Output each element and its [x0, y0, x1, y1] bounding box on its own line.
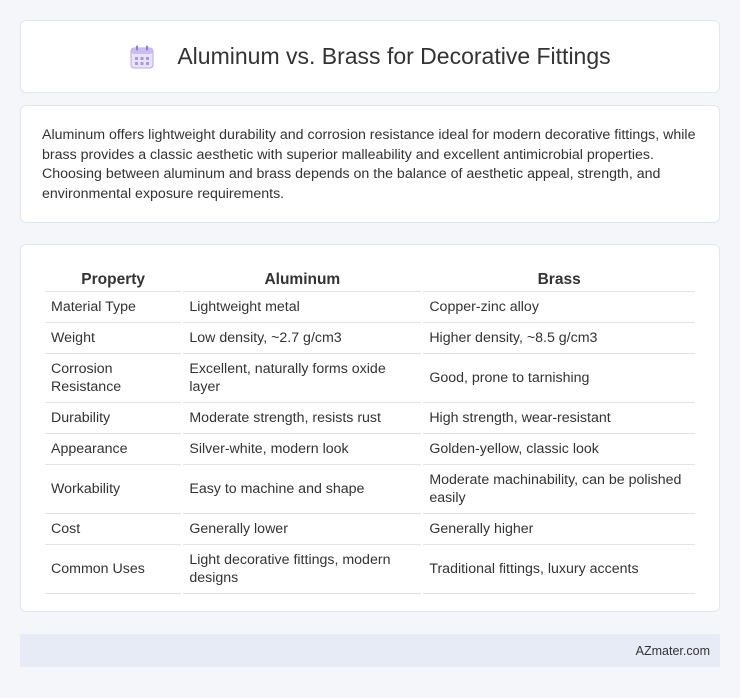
page-title: Aluminum vs. Brass for Decorative Fittings — [177, 43, 611, 69]
intro-card — [20, 105, 720, 223]
table-cell: Lightweight metal — [183, 292, 421, 323]
table-cell: Easy to machine and shape — [183, 465, 421, 514]
table-cell: Cost — [45, 514, 181, 545]
table-cell: Excellent, naturally forms oxide layer — [183, 354, 421, 403]
table-row — [45, 465, 695, 514]
table-cell: Weight — [45, 323, 181, 354]
table-cell: Appearance — [45, 434, 181, 465]
table-cell: Good, prone to tarnishing — [423, 354, 695, 403]
table-row — [45, 323, 695, 354]
header-brass: Brass — [423, 265, 695, 292]
header-aluminum: Aluminum — [183, 265, 421, 292]
table-cell: Material Type — [45, 292, 181, 323]
table-row — [45, 545, 695, 594]
comparison-table — [43, 265, 697, 594]
table-row — [45, 514, 695, 545]
table-cell: Traditional fittings, luxury accents — [423, 545, 695, 594]
header-property: Property — [45, 265, 181, 292]
table-cell: High strength, wear-resistant — [423, 403, 695, 434]
table-header-row — [45, 265, 695, 292]
table-cell: Higher density, ~8.5 g/cm3 — [423, 323, 695, 354]
table-cell: Copper-zinc alloy — [423, 292, 695, 323]
table-cell: Golden-yellow, classic look — [423, 434, 695, 465]
table-cell: Light decorative fittings, modern designs — [183, 545, 421, 594]
table-cell: Common Uses — [45, 545, 181, 594]
table-cell: Low density, ~2.7 g/cm3 — [183, 323, 421, 354]
comparison-table-card — [20, 244, 720, 612]
table-row — [45, 292, 695, 323]
table-cell: Workability — [45, 465, 181, 514]
intro-text: Aluminum offers lightweight durability and corrosion resistance ideal for modern decorative fittings, while brass provides a classic aesthetic with superior malleability and excellent antimicrobial properties. Choosing between aluminum and brass depends on the balance of aesthetic appeal, strength, and environmental exposure requirements. — [42, 127, 696, 202]
calendar-icon — [129, 44, 155, 70]
table-cell: Silver-white, modern look — [183, 434, 421, 465]
table-cell: Generally lower — [183, 514, 421, 545]
table-cell: Generally higher — [423, 514, 695, 545]
table-cell: Durability — [45, 403, 181, 434]
table-cell: Moderate machinability, can be polished easily — [423, 465, 695, 514]
table-row — [45, 434, 695, 465]
footer — [20, 634, 720, 667]
table-cell: Corrosion Resistance — [45, 354, 181, 403]
table-cell: Moderate strength, resists rust — [183, 403, 421, 434]
footer-brand[interactable]: AZmater.com — [635, 643, 710, 658]
table-row — [45, 403, 695, 434]
title-card — [20, 20, 720, 93]
table-row — [45, 354, 695, 403]
